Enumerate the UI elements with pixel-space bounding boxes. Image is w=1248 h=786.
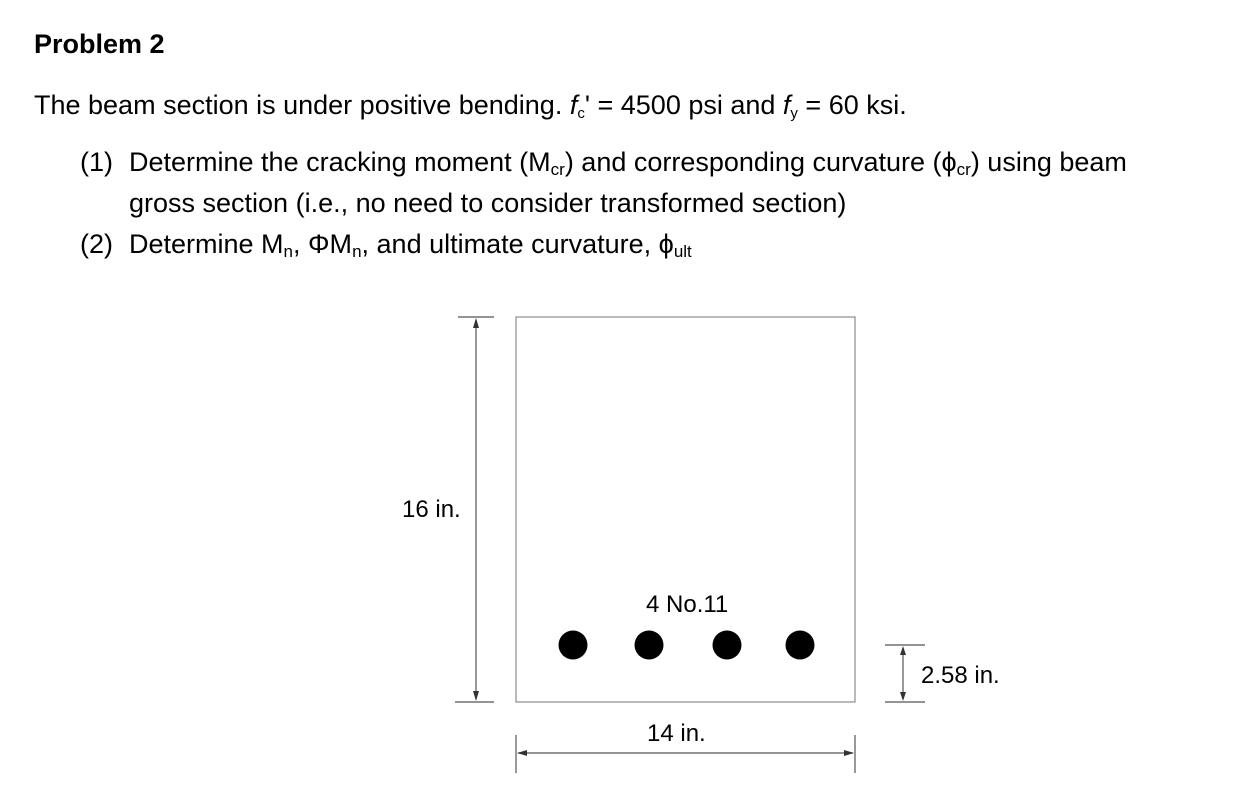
phicr-subscript: cr	[956, 160, 971, 179]
task-number: (1)	[80, 147, 113, 177]
phimn-subscript: n	[352, 242, 362, 261]
task-text-part: ) using beam	[970, 147, 1127, 177]
width-label: 14 in.	[647, 720, 706, 747]
mn-subscript: n	[283, 242, 294, 261]
task-text-part: , and ultimate curvature, ϕ	[361, 229, 674, 259]
cover-label: 2.58 in.	[921, 662, 1000, 689]
arrow-left-icon	[517, 750, 527, 756]
fc-value: ' = 4500 psi and	[584, 90, 783, 120]
arrow-up-icon	[900, 646, 906, 655]
height-label: 16 in.	[402, 496, 461, 523]
arrow-up-icon	[473, 318, 479, 328]
statement-text: The beam section is under positive bending.	[34, 90, 570, 120]
arrow-down-icon	[473, 691, 479, 701]
arrow-right-icon	[844, 750, 854, 756]
task-text-line-2: gross section (i.e., no need to consider transformed section)	[129, 188, 847, 218]
task-text-part: Determine M	[129, 229, 284, 259]
rebar-bar	[786, 631, 815, 660]
rebar-label: 4 No.11	[646, 591, 729, 618]
rebar-group	[559, 631, 815, 660]
cover-dimension	[885, 645, 1000, 702]
fy-subscript: y	[790, 105, 798, 122]
phiult-subscript: ult	[673, 242, 692, 261]
mcr-subscript: cr	[550, 160, 565, 179]
width-dimension	[516, 720, 855, 773]
rebar-bar	[635, 631, 664, 660]
rebar-bar	[713, 631, 742, 660]
problem-title: Problem 2	[34, 29, 165, 59]
task-number: (2)	[80, 229, 113, 259]
task-text-part: ) and corresponding curvature (ϕ	[564, 147, 957, 177]
fc-symbol: f	[569, 90, 578, 120]
rebar-bar	[559, 631, 588, 660]
fc-subscript: c	[577, 105, 585, 122]
height-dimension	[402, 317, 494, 702]
fy-symbol: f	[782, 90, 791, 120]
fy-value: = 60 ksi.	[797, 90, 907, 120]
arrow-down-icon	[900, 692, 906, 701]
task-text-part: , ΦM	[293, 229, 353, 259]
task-text-part: Determine the cracking moment (M	[129, 147, 551, 177]
